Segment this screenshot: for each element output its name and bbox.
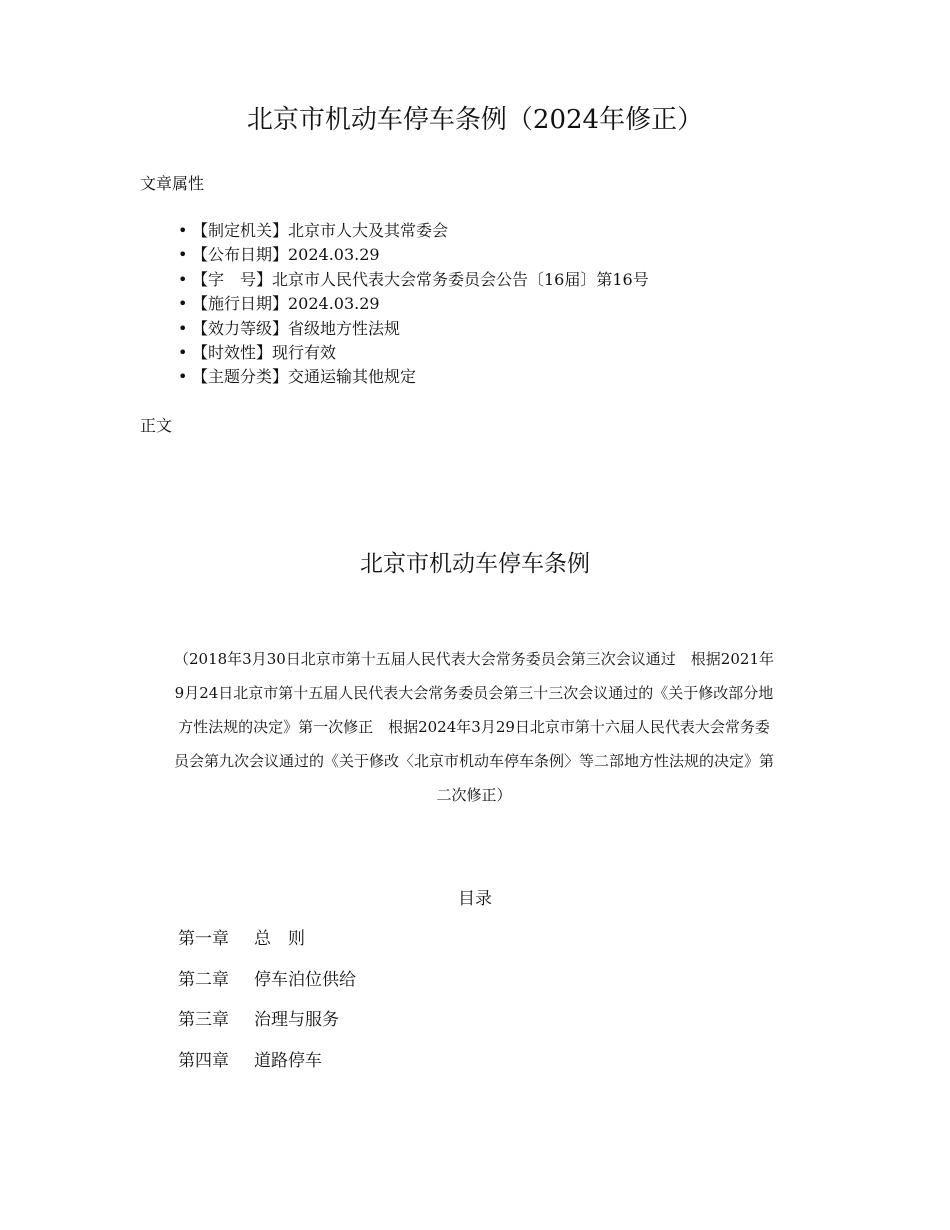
toc-chapter-name: 停车泊位供给	[254, 969, 356, 990]
attribute-publish-date: • 【公布日期】2024.03.29	[176, 243, 649, 267]
toc-title: 目录	[458, 889, 492, 909]
attribute-effective-date: • 【施行日期】2024.03.29	[176, 292, 649, 316]
toc-chapter-number: 第三章	[178, 1010, 229, 1031]
attribute-document-number: • 【字 号】北京市人民代表大会常务委员会公告〔16届〕第16号	[176, 268, 649, 292]
toc-chapter-number: 第四章	[178, 1050, 229, 1071]
toc-item	[178, 967, 356, 1008]
attribute-legal-level: • 【效力等级】省级地方性法规	[176, 317, 649, 341]
preamble-line: 员会第九次会议通过的《关于修改〈北京市机动车停车条例〉等二部地方性法规的决定》第	[173, 752, 774, 770]
attributes-list	[176, 219, 649, 390]
preamble-line: （2018年3月30日北京市第十五届人民代表大会常务委员会第三次会议通过 根据2021年	[174, 650, 774, 668]
toc-item	[178, 1007, 356, 1048]
law-preamble	[140, 642, 808, 812]
attributes-heading: 文章属性	[140, 174, 205, 193]
preamble-line: 方性法规的决定》第一次修正 根据2024年3月29日北京市第十六届人民代表大会常务委	[178, 718, 770, 736]
attribute-issuing-body: • 【制定机关】北京市人大及其常委会	[176, 219, 649, 243]
preamble-line: 二次修正）	[436, 786, 512, 804]
table-of-contents	[178, 926, 356, 1088]
toc-chapter-name: 治理与服务	[254, 1010, 339, 1031]
attribute-topic: • 【主题分类】交通运输其他规定	[176, 365, 649, 389]
toc-chapter-number: 第二章	[178, 969, 229, 990]
preamble-line: 9月24日北京市第十五届人民代表大会常务委员会第三十三次会议通过的《关于修改部分地	[174, 684, 774, 702]
toc-chapter-name: 道路停车	[254, 1050, 322, 1071]
document-title: 北京市机动车停车条例（2024年修正）	[246, 105, 704, 135]
toc-item	[178, 1048, 356, 1089]
toc-chapter-name: 总 则	[254, 929, 305, 949]
attribute-validity: • 【时效性】现行有效	[176, 341, 649, 365]
law-title: 北京市机动车停车条例	[360, 551, 590, 577]
toc-item	[178, 926, 356, 967]
body-heading: 正文	[140, 416, 173, 435]
toc-chapter-number: 第一章	[178, 929, 229, 949]
